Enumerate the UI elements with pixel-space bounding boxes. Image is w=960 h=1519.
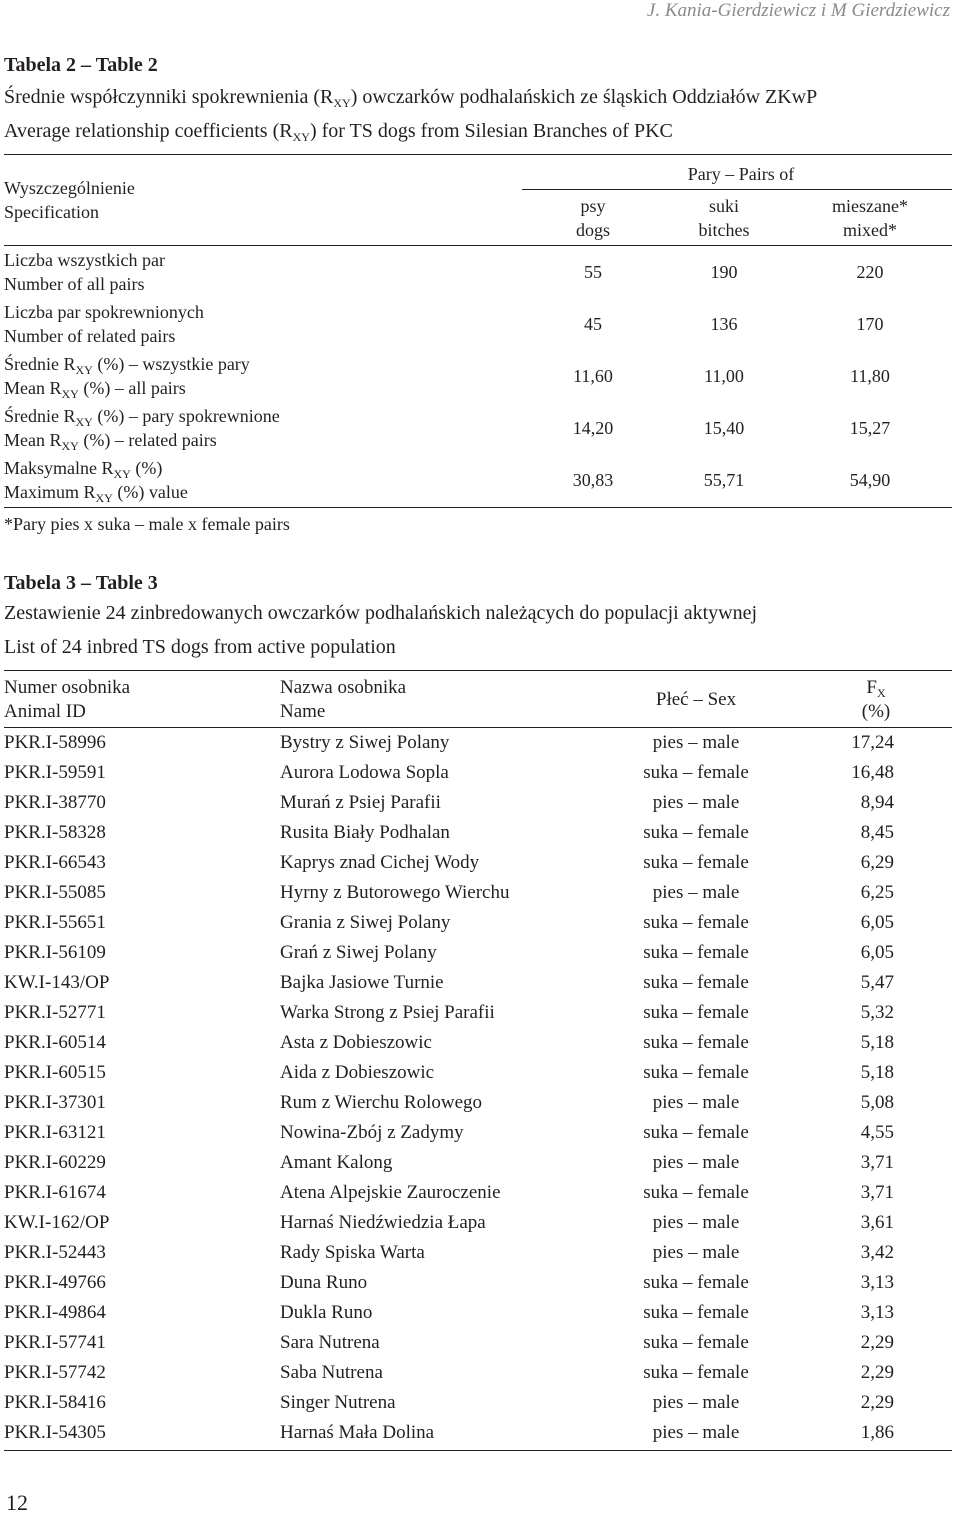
table2-header-col2-en: bitches xyxy=(698,220,750,240)
table3-header-sex: Płeć – Sex xyxy=(655,689,737,710)
fx-cell: 6,29 xyxy=(860,852,894,873)
table2-cell-dogs: 30,83 xyxy=(572,470,614,490)
table2-cell-mixed: 11,80 xyxy=(850,366,890,386)
table3-header-id-pl: Numer osobnika xyxy=(4,677,131,698)
table2-cell-mixed: 170 xyxy=(856,314,884,334)
table2-footnote: *Pary pies x suka – male x female pairs xyxy=(4,514,290,534)
fx-cell: 5,47 xyxy=(860,972,894,993)
table2-cell-mixed: 15,27 xyxy=(849,418,891,438)
table-row xyxy=(0,1388,960,1418)
table-row xyxy=(0,878,960,908)
table-row xyxy=(0,1298,960,1328)
fx-cell: 1,86 xyxy=(860,1422,894,1443)
table-row xyxy=(0,1208,960,1238)
animal-name-cell: Duna Runo xyxy=(280,1272,368,1293)
animal-id-cell: PKR.I-58416 xyxy=(4,1392,106,1413)
table2-header-rule xyxy=(4,245,952,246)
table-row xyxy=(0,788,960,818)
animal-name-cell: Grania z Siwej Polany xyxy=(280,912,451,933)
animal-name-cell: Saba Nutrena xyxy=(280,1362,383,1383)
table2-row-label-en: Maximum $R_{XY}$ (%) value xyxy=(4,482,188,505)
sex-cell: pies – male xyxy=(652,732,740,753)
fx-cell: 5,18 xyxy=(860,1032,894,1053)
table2-cell-mixed: 54,90 xyxy=(849,470,891,490)
fx-cell: 3,13 xyxy=(860,1272,894,1293)
animal-name-cell: Dukla Runo xyxy=(280,1302,373,1323)
page-number: 12 xyxy=(6,1490,28,1515)
table2-cell-bitches: 190 xyxy=(710,262,738,282)
animal-id-cell: PKR.I-61674 xyxy=(4,1182,106,1203)
animal-name-cell: Bajka Jasiowe Turnie xyxy=(280,972,444,993)
running-header: J. Kania-Gierdziewicz i M Gierdziewicz xyxy=(646,0,950,21)
table2-row-label-en: Mean $R_{XY}$ (%) – related pairs xyxy=(4,430,217,453)
animal-id-cell: KW.I-143/OP xyxy=(4,972,110,993)
table-row xyxy=(0,1148,960,1178)
animal-name-cell: Harnaś Niedźwiedzia Łapa xyxy=(280,1212,486,1233)
table2-label: Tabela 2 – Table 2 xyxy=(4,54,158,76)
animal-name-cell: Aurora Lodowa Sopla xyxy=(280,762,449,783)
table-row xyxy=(0,728,960,758)
animal-name-cell: Atena Alpejskie Zauroczenie xyxy=(280,1182,501,1203)
fx-cell: 6,05 xyxy=(860,942,894,963)
animal-id-cell: PKR.I-60229 xyxy=(4,1152,106,1173)
table3-header-id-en: Animal ID xyxy=(4,701,86,722)
table3-title-en: List of 24 inbred TS dogs from active population xyxy=(4,636,396,658)
animal-name-cell: Sara Nutrena xyxy=(280,1332,380,1353)
sex-cell: pies – male xyxy=(652,792,740,813)
animal-id-cell: PKR.I-60515 xyxy=(4,1062,106,1083)
table2-header-col3-en: mixed* xyxy=(843,220,897,240)
table3-header-fx-unit: (%) xyxy=(861,701,891,722)
animal-id-cell: PKR.I-55651 xyxy=(4,912,106,933)
table3-header-name-pl: Nazwa osobnika xyxy=(280,677,407,698)
animal-id-cell: PKR.I-55085 xyxy=(4,882,106,903)
sex-cell: pies – male xyxy=(652,1212,740,1233)
animal-id-cell: PKR.I-66543 xyxy=(4,852,106,873)
table2-cell-bitches: 15,40 xyxy=(703,418,745,438)
animal-name-cell: Kaprys znad Cichej Wody xyxy=(280,852,480,873)
table3-title-pl: Zestawienie 24 zinbredowanych owczarków podhalańskich należących do populacji aktywnej xyxy=(4,602,758,624)
fx-cell: 2,29 xyxy=(860,1362,894,1383)
fx-cell: 5,08 xyxy=(860,1092,894,1113)
sex-cell: suka – female xyxy=(643,1002,749,1023)
table2-cell-bitches: 136 xyxy=(710,314,738,334)
table-row xyxy=(0,1268,960,1298)
table2-row-label-en: Number of related pairs xyxy=(4,326,176,346)
table2-cell-bitches: 55,71 xyxy=(703,470,745,490)
fx-cell: 8,94 xyxy=(860,792,894,813)
animal-name-cell: Hyrny z Butorowego Wierchu xyxy=(280,882,510,903)
animal-id-cell: PKR.I-63121 xyxy=(4,1122,106,1143)
fx-cell: 2,29 xyxy=(860,1332,894,1353)
table2-top-rule xyxy=(4,154,952,155)
table3-header-name-en: Name xyxy=(280,701,326,722)
sex-cell: pies – male xyxy=(652,1092,740,1113)
animal-id-cell: PKR.I-58328 xyxy=(4,822,106,843)
animal-id-cell: PKR.I-58996 xyxy=(4,732,106,753)
table2-row-label-pl: Średnie $R_{XY}$ (%) – pary spokrewnione xyxy=(4,406,280,429)
table2-row-label-pl: Średnie $R_{XY}$ (%) – wszystkie pary xyxy=(4,354,250,377)
fx-cell: 3,61 xyxy=(860,1212,894,1233)
table2-cell-dogs: 11,60 xyxy=(573,366,613,386)
animal-id-cell: PKR.I-52443 xyxy=(4,1242,106,1263)
fx-cell: 16,48 xyxy=(851,762,894,783)
sex-cell: suka – female xyxy=(643,1062,749,1083)
animal-id-cell: PKR.I-56109 xyxy=(4,942,106,963)
table-row xyxy=(0,848,960,878)
sex-cell: pies – male xyxy=(652,882,740,903)
table-row xyxy=(0,818,960,848)
table2-group-rule xyxy=(522,189,952,190)
animal-name-cell: Asta z Dobieszowic xyxy=(280,1032,432,1053)
fx-cell: 17,24 xyxy=(851,732,894,753)
table2-title-en: Average relationship coefficients $(R_{XY})$ for TS dogs from Silesian Branches of PKC xyxy=(4,120,673,144)
sex-cell: pies – male xyxy=(652,1152,740,1173)
sex-cell: pies – male xyxy=(652,1392,740,1413)
animal-id-cell: PKR.I-49766 xyxy=(4,1272,106,1293)
sex-cell: suka – female xyxy=(643,1032,749,1053)
sex-cell: suka – female xyxy=(643,1122,749,1143)
sex-cell: suka – female xyxy=(643,1332,749,1353)
animal-id-cell: PKR.I-52771 xyxy=(4,1002,106,1023)
table2-row-label-pl: Maksymalne $R_{XY}$ (%) xyxy=(4,458,163,481)
table-row xyxy=(0,1058,960,1088)
sex-cell: suka – female xyxy=(643,1272,749,1293)
sex-cell: suka – female xyxy=(643,972,749,993)
animal-name-cell: Grań z Siwej Polany xyxy=(280,942,437,963)
animal-name-cell: Amant Kalong xyxy=(280,1152,393,1173)
animal-id-cell: PKR.I-59591 xyxy=(4,762,106,783)
table2-header-col1-en: dogs xyxy=(575,220,611,240)
animal-name-cell: Warka Strong z Psiej Parafii xyxy=(280,1002,495,1023)
fx-cell: 2,29 xyxy=(860,1392,894,1413)
sex-cell: suka – female xyxy=(643,912,749,933)
table-row xyxy=(0,758,960,788)
animal-name-cell: Harnaś Mała Dolina xyxy=(280,1422,435,1443)
animal-name-cell: Aida z Dobieszowic xyxy=(280,1062,435,1083)
fx-cell: 3,42 xyxy=(860,1242,894,1263)
animal-id-cell: PKR.I-60514 xyxy=(4,1032,106,1053)
animal-name-cell: Rum z Wierchu Rolowego xyxy=(280,1092,483,1113)
fx-cell: 3,13 xyxy=(860,1302,894,1323)
animal-name-cell: Rusita Biały Podhalan xyxy=(280,822,450,843)
table2-row-label-en: Mean $R_{XY}$ (%) – all pairs xyxy=(4,378,186,401)
table-row xyxy=(0,998,960,1028)
animal-name-cell: Nowina-Zbój z Zadymy xyxy=(280,1122,464,1143)
table3-top-rule xyxy=(4,670,952,671)
table-row xyxy=(0,1178,960,1208)
fx-cell: 8,45 xyxy=(860,822,894,843)
fx-cell: 3,71 xyxy=(860,1182,894,1203)
animal-id-cell: PKR.I-57741 xyxy=(4,1332,106,1353)
table3-bottom-rule xyxy=(4,1450,952,1451)
table2-header-col3-pl: mieszane* xyxy=(832,196,908,216)
animal-id-cell: PKR.I-57742 xyxy=(4,1362,106,1383)
animal-id-cell: KW.I-162/OP xyxy=(4,1212,110,1233)
table2-row-label-pl: Liczba par spokrewnionych xyxy=(4,302,204,322)
table-row xyxy=(0,1418,960,1448)
table2-cell-bitches: 11,00 xyxy=(704,366,744,386)
table-row xyxy=(0,1358,960,1388)
animal-id-cell: PKR.I-37301 xyxy=(4,1092,106,1113)
animal-id-cell: PKR.I-54305 xyxy=(4,1422,106,1443)
table3-label: Tabela 3 – Table 3 xyxy=(4,572,158,594)
fx-cell: 6,25 xyxy=(860,882,894,903)
animal-name-cell: Murań z Psiej Parafii xyxy=(280,792,441,813)
table-row xyxy=(0,1238,960,1268)
fx-cell: 4,55 xyxy=(860,1122,894,1143)
fx-cell: 5,32 xyxy=(860,1002,894,1023)
sex-cell: suka – female xyxy=(643,762,749,783)
table-row xyxy=(0,1328,960,1358)
table3-header-fx: $F_X$ xyxy=(866,677,886,700)
sex-cell: suka – female xyxy=(643,852,749,873)
fx-cell: 6,05 xyxy=(860,912,894,933)
table2-header-col2-pl: suki xyxy=(708,196,740,216)
table2-bottom-rule xyxy=(4,507,952,508)
table2-row-label-pl: Liczba wszystkich par xyxy=(4,250,165,270)
animal-name-cell: Rady Spiska Warta xyxy=(280,1242,425,1263)
table2-header-group: Pary – Pairs of xyxy=(687,164,795,184)
table2-cell-dogs: 45 xyxy=(584,314,602,334)
sex-cell: suka – female xyxy=(643,942,749,963)
table2-title-pl: Średnie współczynniki spokrewnienia $(R_{XY})$ owczarków podhalańskich ze śląskich Oddziałów ZKwP xyxy=(4,86,818,110)
table-row xyxy=(0,968,960,998)
table-row xyxy=(0,908,960,938)
animal-name-cell: Singer Nutrena xyxy=(280,1392,396,1413)
table2-header-spec-en: Specification xyxy=(4,202,99,222)
animal-name-cell: Bystry z Siwej Polany xyxy=(280,732,450,753)
table2-cell-dogs: 55 xyxy=(584,262,602,282)
sex-cell: suka – female xyxy=(643,1302,749,1323)
table2-header-col1-pl: psy xyxy=(580,196,606,216)
table-row xyxy=(0,1088,960,1118)
animal-id-cell: PKR.I-49864 xyxy=(4,1302,106,1323)
table2-row-label-en: Number of all pairs xyxy=(4,274,145,294)
table-row xyxy=(0,1118,960,1148)
sex-cell: pies – male xyxy=(652,1242,740,1263)
sex-cell: suka – female xyxy=(643,822,749,843)
animal-id-cell: PKR.I-38770 xyxy=(4,792,106,813)
table-row xyxy=(0,1028,960,1058)
fx-cell: 5,18 xyxy=(860,1062,894,1083)
table2-cell-mixed: 220 xyxy=(856,262,884,282)
table2-header-spec-pl: Wyszczególnienie xyxy=(4,178,135,198)
sex-cell: suka – female xyxy=(643,1362,749,1383)
table2-cell-dogs: 14,20 xyxy=(572,418,614,438)
table-row xyxy=(0,938,960,968)
fx-cell: 3,71 xyxy=(860,1152,894,1173)
sex-cell: pies – male xyxy=(652,1422,740,1443)
sex-cell: suka – female xyxy=(643,1182,749,1203)
